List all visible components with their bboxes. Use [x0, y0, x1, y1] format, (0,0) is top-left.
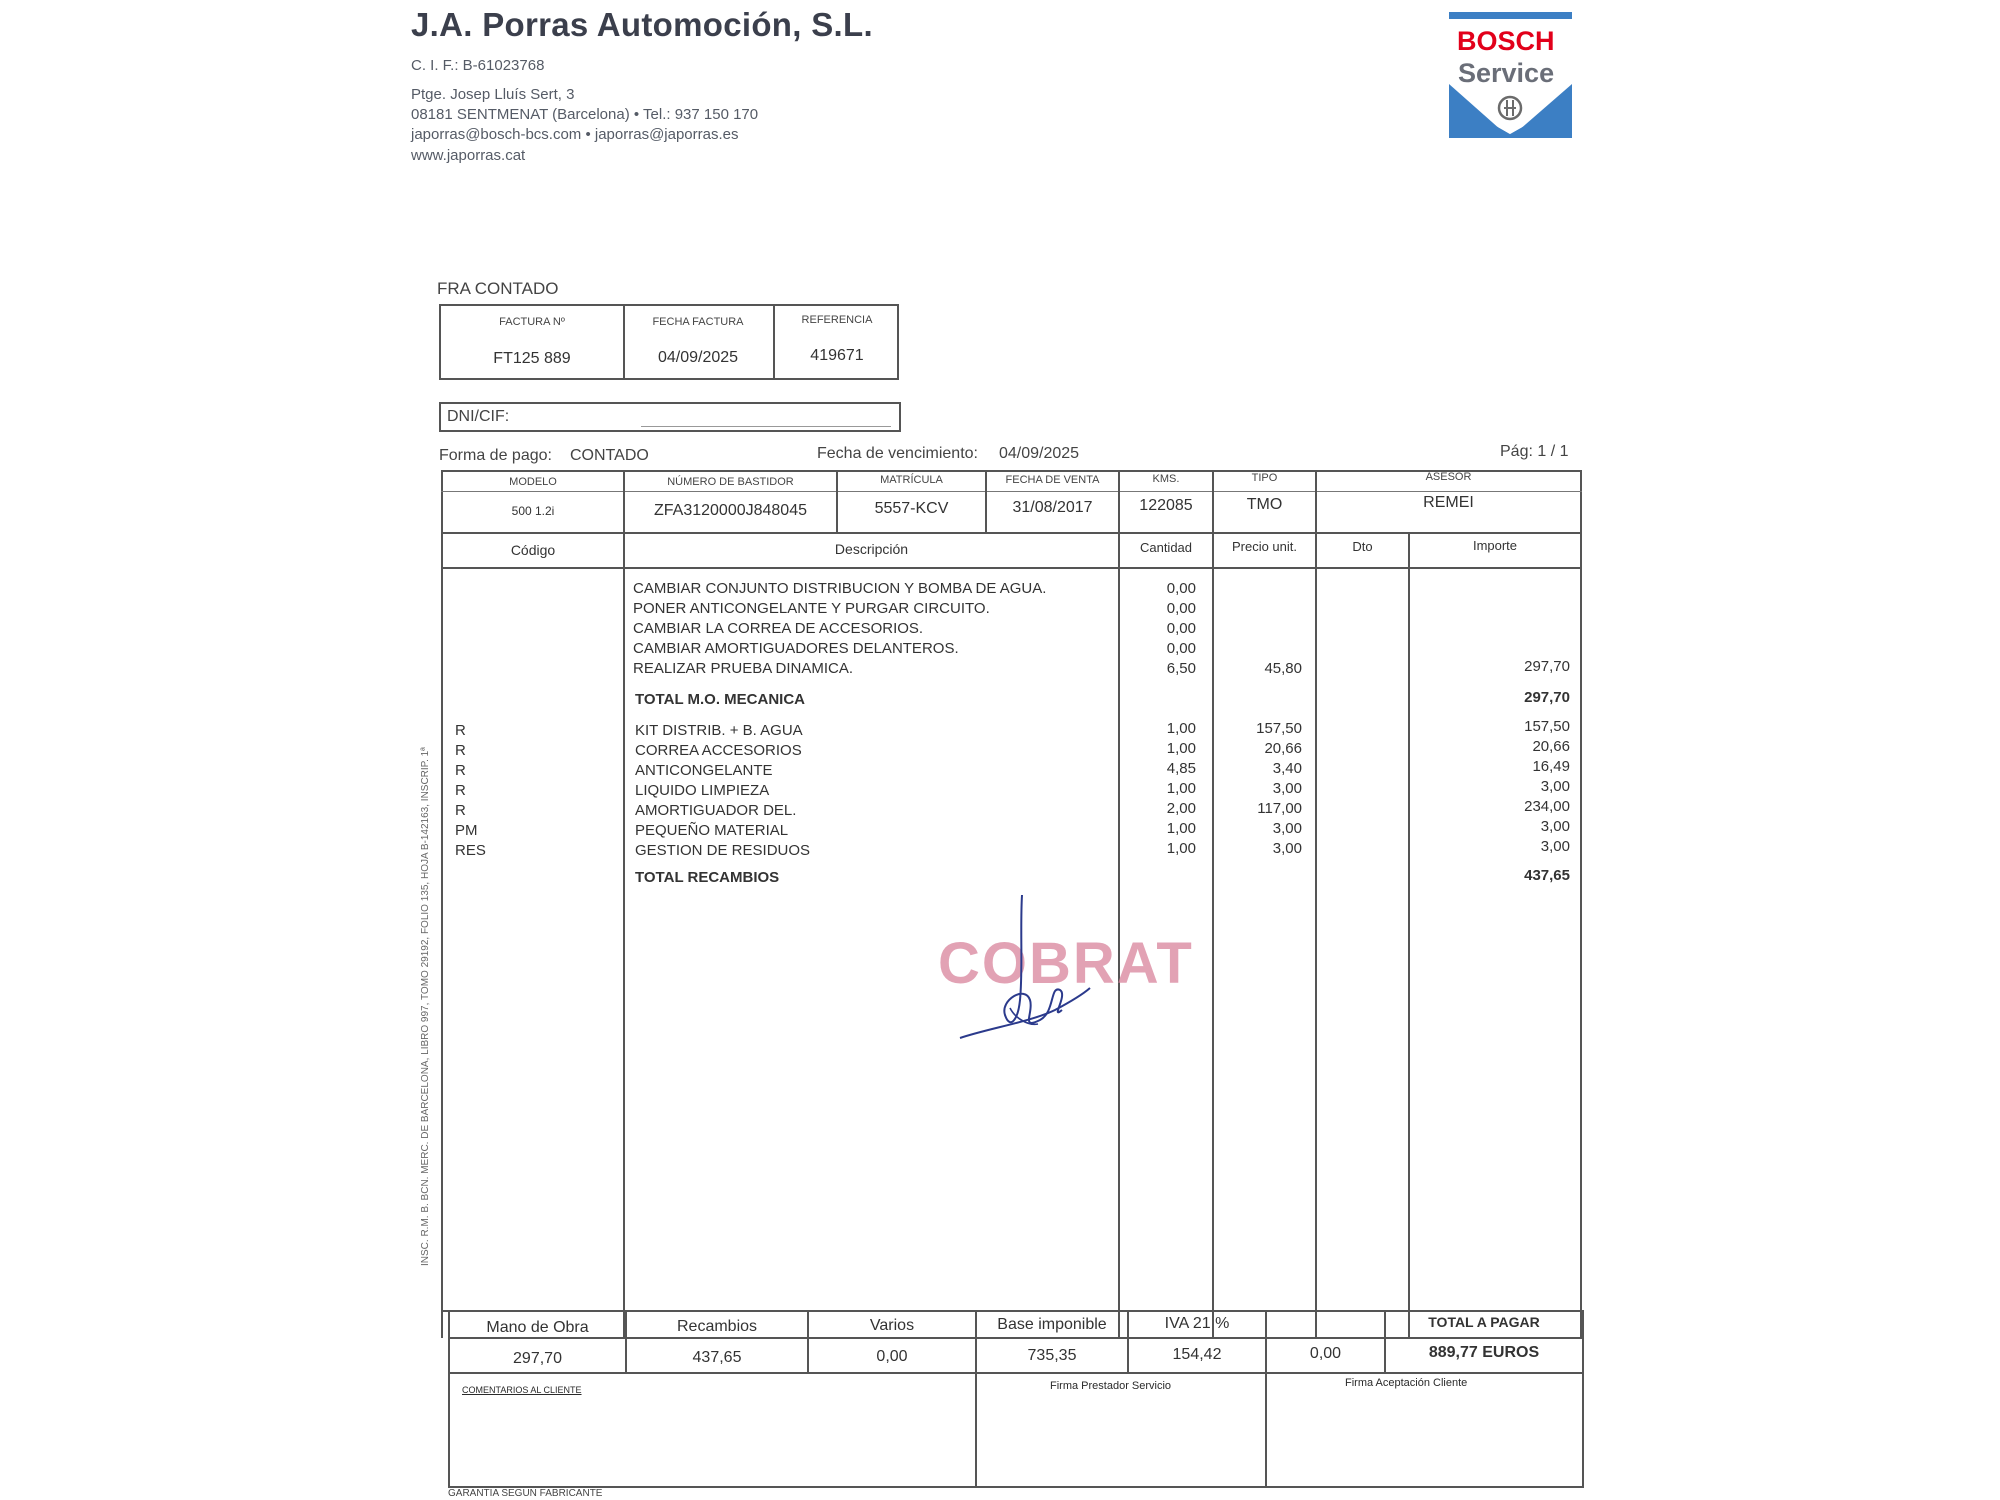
vehicle-header-divider: [441, 491, 1582, 492]
vehicle-vin-header: NÚMERO DE BASTIDOR: [667, 476, 794, 488]
warranty-note: GARANTIA SEGUN FABRICANTE: [448, 1488, 603, 1499]
dni-label: DNI/CIF:: [447, 408, 510, 425]
invoice-type: FRA CONTADO: [437, 279, 559, 298]
paid-stamp: COBRAT: [938, 931, 1194, 996]
total-to-pay-value: 889,77 EUROS: [1428, 1344, 1540, 1361]
handwritten-signature: [950, 890, 1100, 1050]
bosch-logo-service: Service: [1458, 58, 1555, 88]
labour-qty: 6,50: [1166, 660, 1196, 677]
part-qty: 2,00: [1166, 800, 1196, 817]
part-qty: 1,00: [1166, 820, 1196, 837]
part-desc: PEQUEÑO MATERIAL: [635, 822, 789, 839]
part-code: R: [455, 742, 466, 759]
registry-note: INSC. R.M. B. BCN. MERC. DE BARCELONA, LIBRO 997, TOMO 29192, FOLIO 135, HOJA B-142163, INSCRIP. 1ª: [420, 747, 431, 1266]
part-amount: 3,00: [1540, 838, 1570, 855]
part-code: R: [455, 722, 466, 739]
vehicle-sale-date-header: FECHA DE VENTA: [1005, 474, 1100, 486]
tax-base-value: 735,35: [1027, 1347, 1077, 1364]
labour-amount: 297,70: [1524, 658, 1570, 675]
vehicle-kms-header: KMS.: [1152, 473, 1180, 485]
part-price: 117,00: [1257, 800, 1302, 817]
part-desc: GESTION DE RESIDUOS: [635, 842, 811, 859]
part-price: 3,00: [1272, 820, 1302, 837]
vehicle-row-bottom: [441, 532, 1582, 534]
provider-signature-label: Firma Prestador Servicio: [1050, 1380, 1172, 1392]
extra-value: 0,00: [1309, 1345, 1342, 1362]
vehicle-plate-header: MATRÍCULA: [880, 474, 943, 486]
part-desc: AMORTIGUADOR DEL.: [635, 802, 797, 819]
part-amount: 157,50: [1524, 718, 1570, 735]
company-name: J.A. Porras Automoción, S.L.: [411, 6, 873, 43]
col-code-header: Código: [510, 542, 556, 558]
due-date-label: Fecha de vencimiento:: [817, 445, 978, 462]
labour-total-amount: 297,70: [1524, 689, 1570, 706]
total-parts-header: Recambios: [676, 1318, 758, 1335]
vehicle-kms: 122085: [1139, 497, 1193, 514]
bosch-logo-wordmark: BOSCH: [1457, 26, 1555, 56]
invoice-reference-header: REFERENCIA: [801, 314, 873, 326]
part-amount: 234,00: [1524, 798, 1570, 815]
company-address-city: 08181 SENTMENAT (Barcelona) • Tel.: 937 150 170: [411, 106, 759, 123]
page-number: Pág: 1 / 1: [1500, 443, 1569, 460]
invoice-date-header: FECHA FACTURA: [652, 316, 744, 328]
part-qty: 4,85: [1166, 760, 1196, 777]
part-qty: 1,00: [1166, 720, 1196, 737]
tax-base-header: Base imponible: [997, 1316, 1107, 1333]
vehicle-model: 500 1.2i: [511, 504, 555, 518]
invoice-number-header: FACTURA Nº: [499, 316, 565, 328]
parts-total-label: TOTAL RECAMBIOS: [635, 869, 780, 886]
part-desc: LIQUIDO LIMPIEZA: [635, 782, 770, 799]
part-desc: CORREA ACCESORIOS: [635, 742, 802, 759]
lines-header-bottom: [441, 567, 1582, 569]
parts-total-amount: 437,65: [1524, 867, 1570, 884]
vehicle-sale-date: 31/08/2017: [1012, 499, 1093, 516]
total-labour-header: Mano de Obra: [486, 1319, 589, 1336]
due-date-value: 04/09/2025: [999, 445, 1080, 462]
vehicle-advisor-header: ASESOR: [1425, 471, 1472, 483]
part-price: 3,40: [1272, 760, 1302, 777]
labour-total-label: TOTAL M.O. MECANICA: [635, 691, 805, 708]
footer-bottom-border: [448, 1486, 1584, 1488]
company-cif: C. I. F.: B-61023768: [411, 57, 545, 74]
part-price: 3,00: [1272, 840, 1302, 857]
part-price: 157,50: [1256, 720, 1302, 737]
part-code: R: [455, 762, 466, 779]
part-amount: 3,00: [1540, 818, 1570, 835]
labour-qty: 0,00: [1166, 580, 1196, 597]
totals-top-border: [441, 1310, 1582, 1312]
col-unit-price-header: Precio unit.: [1231, 539, 1298, 554]
part-code: R: [455, 782, 466, 799]
payment-method-label: Forma de pago:: [439, 447, 552, 464]
labour-qty: 0,00: [1166, 640, 1196, 657]
company-address-street: Ptge. Josep Lluís Sert, 3: [411, 86, 575, 103]
client-comments-label: COMENTARIOS AL CLIENTE: [462, 1385, 582, 1395]
vehicle-advisor: REMEI: [1423, 494, 1474, 511]
part-code: PM: [455, 822, 478, 839]
labour-desc: PONER ANTICONGELANTE Y PURGAR CIRCUITO.: [633, 600, 990, 617]
payment-method-value: CONTADO: [570, 447, 649, 464]
labour-qty: 0,00: [1166, 620, 1196, 637]
company-emails: japorras@bosch-bcs.com • japorras@japorras.es: [411, 126, 739, 143]
labour-desc: CAMBIAR LA CORREA DE ACCESORIOS.: [633, 620, 924, 637]
col-amount-header: Importe: [1472, 538, 1518, 553]
vat-value: 154,42: [1172, 1346, 1222, 1363]
part-qty: 1,00: [1166, 840, 1196, 857]
vehicle-plate: 5557-KCV: [874, 500, 949, 517]
part-desc: KIT DISTRIB. + B. AGUA: [635, 722, 803, 739]
total-to-pay-header: TOTAL A PAGAR: [1428, 1314, 1540, 1330]
vat-header: IVA 21 %: [1164, 1315, 1230, 1332]
total-labour-value: 297,70: [513, 1350, 562, 1367]
labour-qty: 0,00: [1166, 600, 1196, 617]
invoice-number: FT125 889: [493, 350, 571, 367]
col-discount-header: Dto: [1352, 539, 1373, 554]
col-quantity-header: Cantidad: [1139, 540, 1193, 555]
total-misc-header: Varios: [869, 1317, 915, 1334]
table-left-border: [441, 470, 443, 1338]
part-amount: 16,49: [1532, 758, 1570, 775]
part-price: 3,00: [1272, 780, 1302, 797]
bosch-service-logo: [1449, 12, 1572, 138]
part-qty: 1,00: [1166, 780, 1196, 797]
totals-bottom-border: [448, 1372, 1584, 1374]
total-misc-value: 0,00: [876, 1348, 908, 1365]
vehicle-type-header: TIPO: [1251, 472, 1278, 484]
total-parts-value: 437,65: [692, 1349, 742, 1366]
part-code: R: [455, 802, 466, 819]
invoice-date: 04/09/2025: [657, 349, 739, 366]
vehicle-model-header: MODELO: [509, 476, 557, 488]
part-amount: 20,66: [1532, 738, 1570, 755]
vehicle-vin: ZFA3120000J848045: [653, 502, 807, 519]
col-description-header: Descripción: [834, 541, 909, 557]
part-amount: 3,00: [1540, 778, 1570, 795]
labour-desc: REALIZAR PRUEBA DINAMICA.: [633, 660, 854, 677]
vehicle-type: TMO: [1246, 496, 1283, 513]
dni-field: [439, 402, 901, 432]
part-qty: 1,00: [1166, 740, 1196, 757]
invoice-reference: 419671: [810, 347, 864, 364]
labour-desc: CAMBIAR CONJUNTO DISTRIBUCION Y BOMBA DE AGUA.: [633, 580, 1047, 597]
part-price: 20,66: [1264, 740, 1302, 757]
labour-desc: CAMBIAR AMORTIGUADORES DELANTEROS.: [633, 640, 959, 657]
totals-header-bottom: [448, 1337, 1584, 1339]
labour-price: 45,80: [1264, 660, 1302, 677]
client-signature-label: Firma Aceptación Cliente: [1345, 1377, 1468, 1389]
table-right-border: [1580, 470, 1582, 1338]
part-code: RES: [455, 842, 486, 859]
company-website: www.japorras.cat: [411, 147, 526, 164]
part-desc: ANTICONGELANTE: [635, 762, 773, 779]
invoice-info-box: [439, 304, 899, 380]
